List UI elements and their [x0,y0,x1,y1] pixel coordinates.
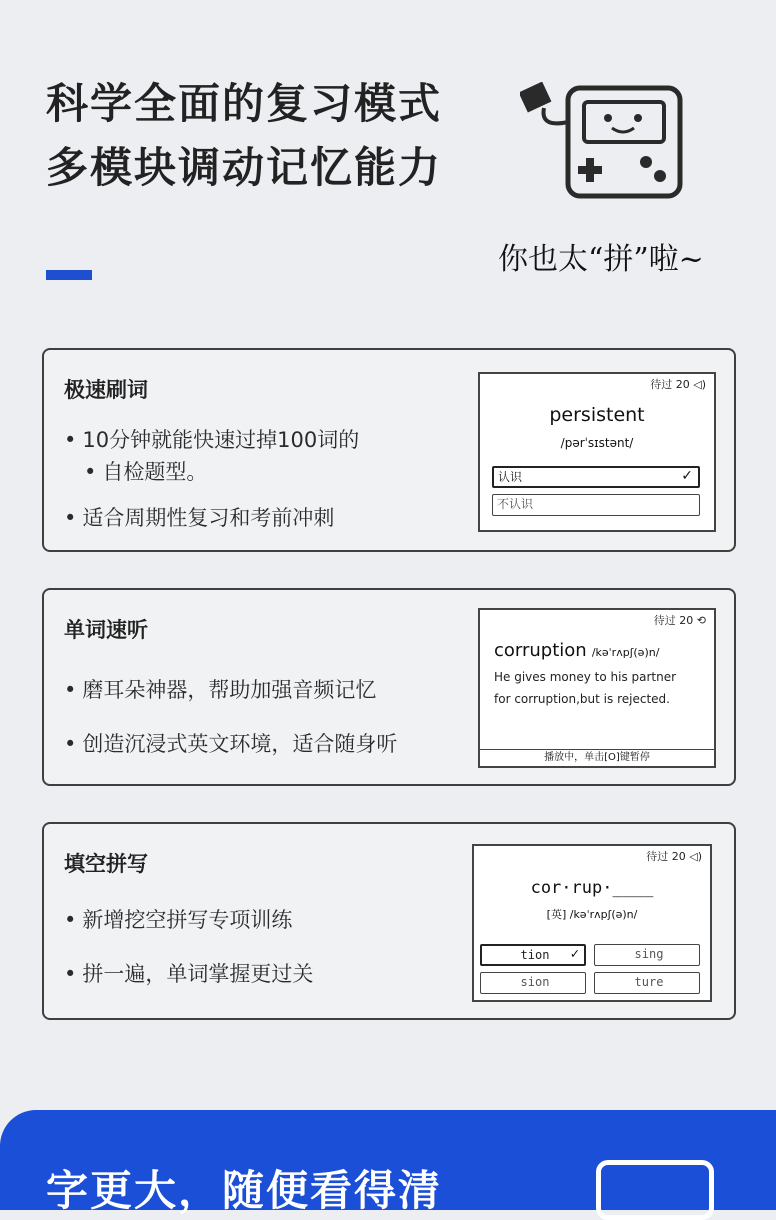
device-screen [472,844,712,1002]
option-sion[interactable] [480,972,586,994]
option-label: 不认识 [497,497,534,511]
example-sentence-line-1: He gives money to his partner [494,670,677,684]
device-screen [478,372,716,532]
option-label: ture [634,975,664,989]
headline-line-1: 科学全面的复习模式 [46,79,443,128]
check-icon: ✓ [570,946,579,962]
card-listening [42,588,736,786]
option-dont-know[interactable] [492,494,700,516]
device-screen [478,608,716,768]
bullet-item: • 拼一遍，单词掌握更过关 [64,958,313,990]
game-console-mascot-icon [520,82,690,202]
card-quick-review [42,348,736,552]
option-label: sing [634,947,664,961]
option-label: tion [520,948,550,962]
card-title: 极速刷词 [64,378,148,402]
screen-phonetic: /pərˈsɪstənt/ [560,436,634,450]
bullet-item: • 10分钟就能快速过掉100词的 [64,424,359,456]
bullet-item: • 创造沉浸式英文环境，适合随身听 [64,728,397,760]
headline [46,72,442,200]
bullet-item: • 适合周期性复习和考前冲刺 [64,502,334,534]
tagline: 你也太“拼”啦~ [498,242,704,277]
screen-word: persistent [549,404,645,426]
bullet-item-continued: • 自检题型。 [84,456,207,488]
headline-line-2: 多模块调动记忆能力 [46,143,443,192]
screen-status: 待过 20 ⟲ [653,614,706,627]
playback-status-bar: 播放中，单击[O]键暂停 [480,749,714,766]
option-tion[interactable] [480,944,586,966]
option-sing[interactable] [594,944,700,966]
card-spelling [42,822,736,1020]
option-label: sion [520,975,550,989]
option-know[interactable] [492,466,700,488]
option-ture[interactable] [594,972,700,994]
screen-word: corruption [494,640,587,661]
screen-phonetic: [英] /kəˈrʌpʃ(ə)n/ [546,908,638,921]
accent-bar [46,270,92,280]
bullet-item: • 磨耳朵神器，帮助加强音频记忆 [64,674,376,706]
card-title: 填空拼写 [64,852,148,876]
example-sentence-line-2: for corruption,but is rejected. [494,692,670,706]
screen-phonetic: /kəˈrʌpʃ(ə)n/ [591,646,660,659]
check-icon: ✓ [681,468,693,484]
word-line [494,640,659,661]
screen-word: cor·rup·____ [530,878,654,898]
option-label: 认识 [498,470,523,484]
card-title: 单词速听 [64,618,148,642]
footer-title: 字更大，随便看得清 [46,1166,443,1215]
camera-icon [596,1160,714,1220]
screen-status: 待过 20 ◁) [650,378,706,391]
bullet-item: • 新增挖空拼写专项训练 [64,904,292,936]
screen-status: 待过 20 ◁) [646,850,702,863]
